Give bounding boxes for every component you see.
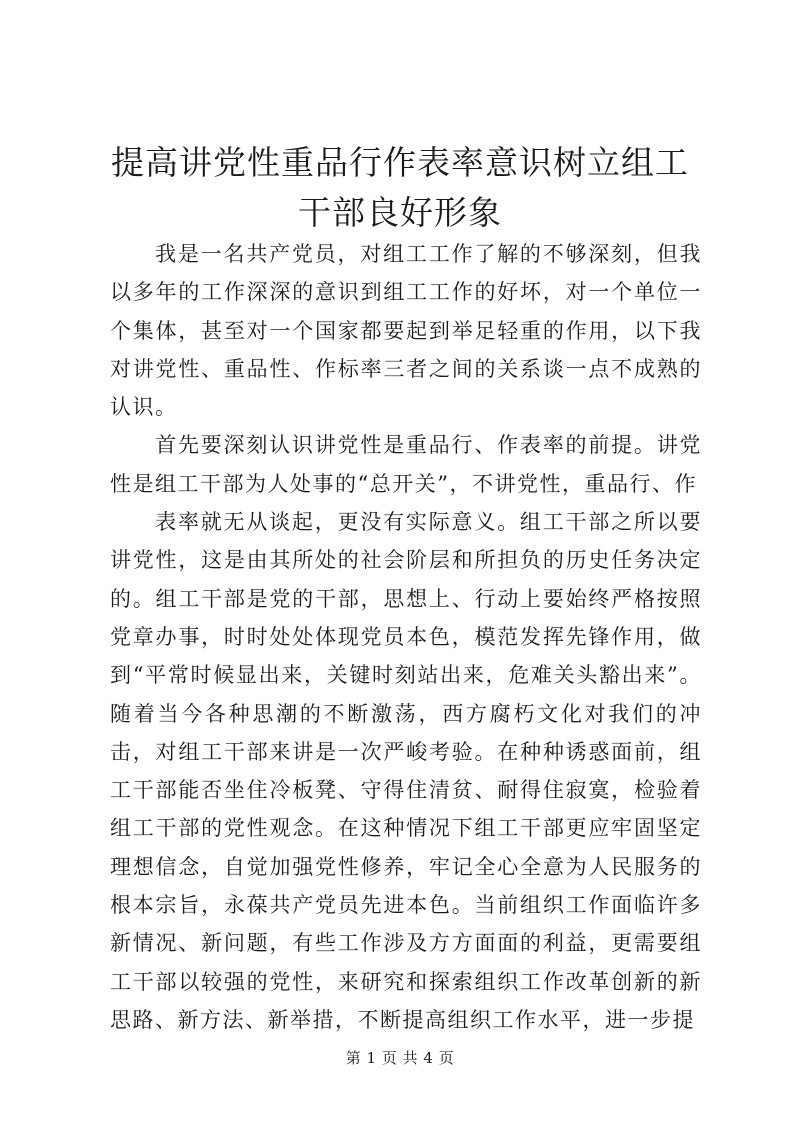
paragraph: 首先要深刻认识讲党性是重品行、作表率的前提。讲党性是组工干部为人处事的“总开关”，不讲党性，重品行、作 [110, 433, 702, 496]
document-title: 提高讲党性重品行作表率意识树立组工干部良好形象 [111, 143, 689, 232]
paragraph: 表率就无从谈起，更没有实际意义。组工干部之所以要讲党性，这是由其所处的社会阶层和所担负的历史任务决定的。组工干部是党的干部，思想上、行动上要始终严格按照党章办事，时时处处体现党员本色，模范发挥先锋作用，做到“平常时候显出来，关键时刻站出来，危难关头豁出来”。随着当今各种思潮的不断激荡，西方腐朽文化对我们的冲击，对组工干部来讲是一次严峻考验。在种种诱惑面前，组工干部能否坐住冷板凳、守得住清贫、耐得住寂寞，检验着组工干部的党性观念。在这种情况下组工干部更应牢固坚定理想信念，自觉加强党性修养，牢记全心全意为人民服务的根本宗旨，永葆共产党员先进本色。当前组织工作面临许多新情况、新问题，有些工作涉及方方面面的利益，更需要组工干部以较强的党性，来研究和探索组织工作改革创新的新思路、新方法、新举措，不断提高组织工作水平，进一步提 [110, 510, 702, 1032]
page-footer: 第 1 页 共 4 页 [345, 1049, 455, 1067]
paragraph: 我是一名共产党员，对组工工作了解的不够深刻，但我以多年的工作深深的意识到组工工作的好坏，对一个单位一个集体，甚至对一个国家都要起到举足轻重的作用，以下我对讲党性、重品性、作标率三者之间的关系谈一点不成熟的认识。 [110, 242, 702, 420]
document-body [110, 235, 702, 1039]
